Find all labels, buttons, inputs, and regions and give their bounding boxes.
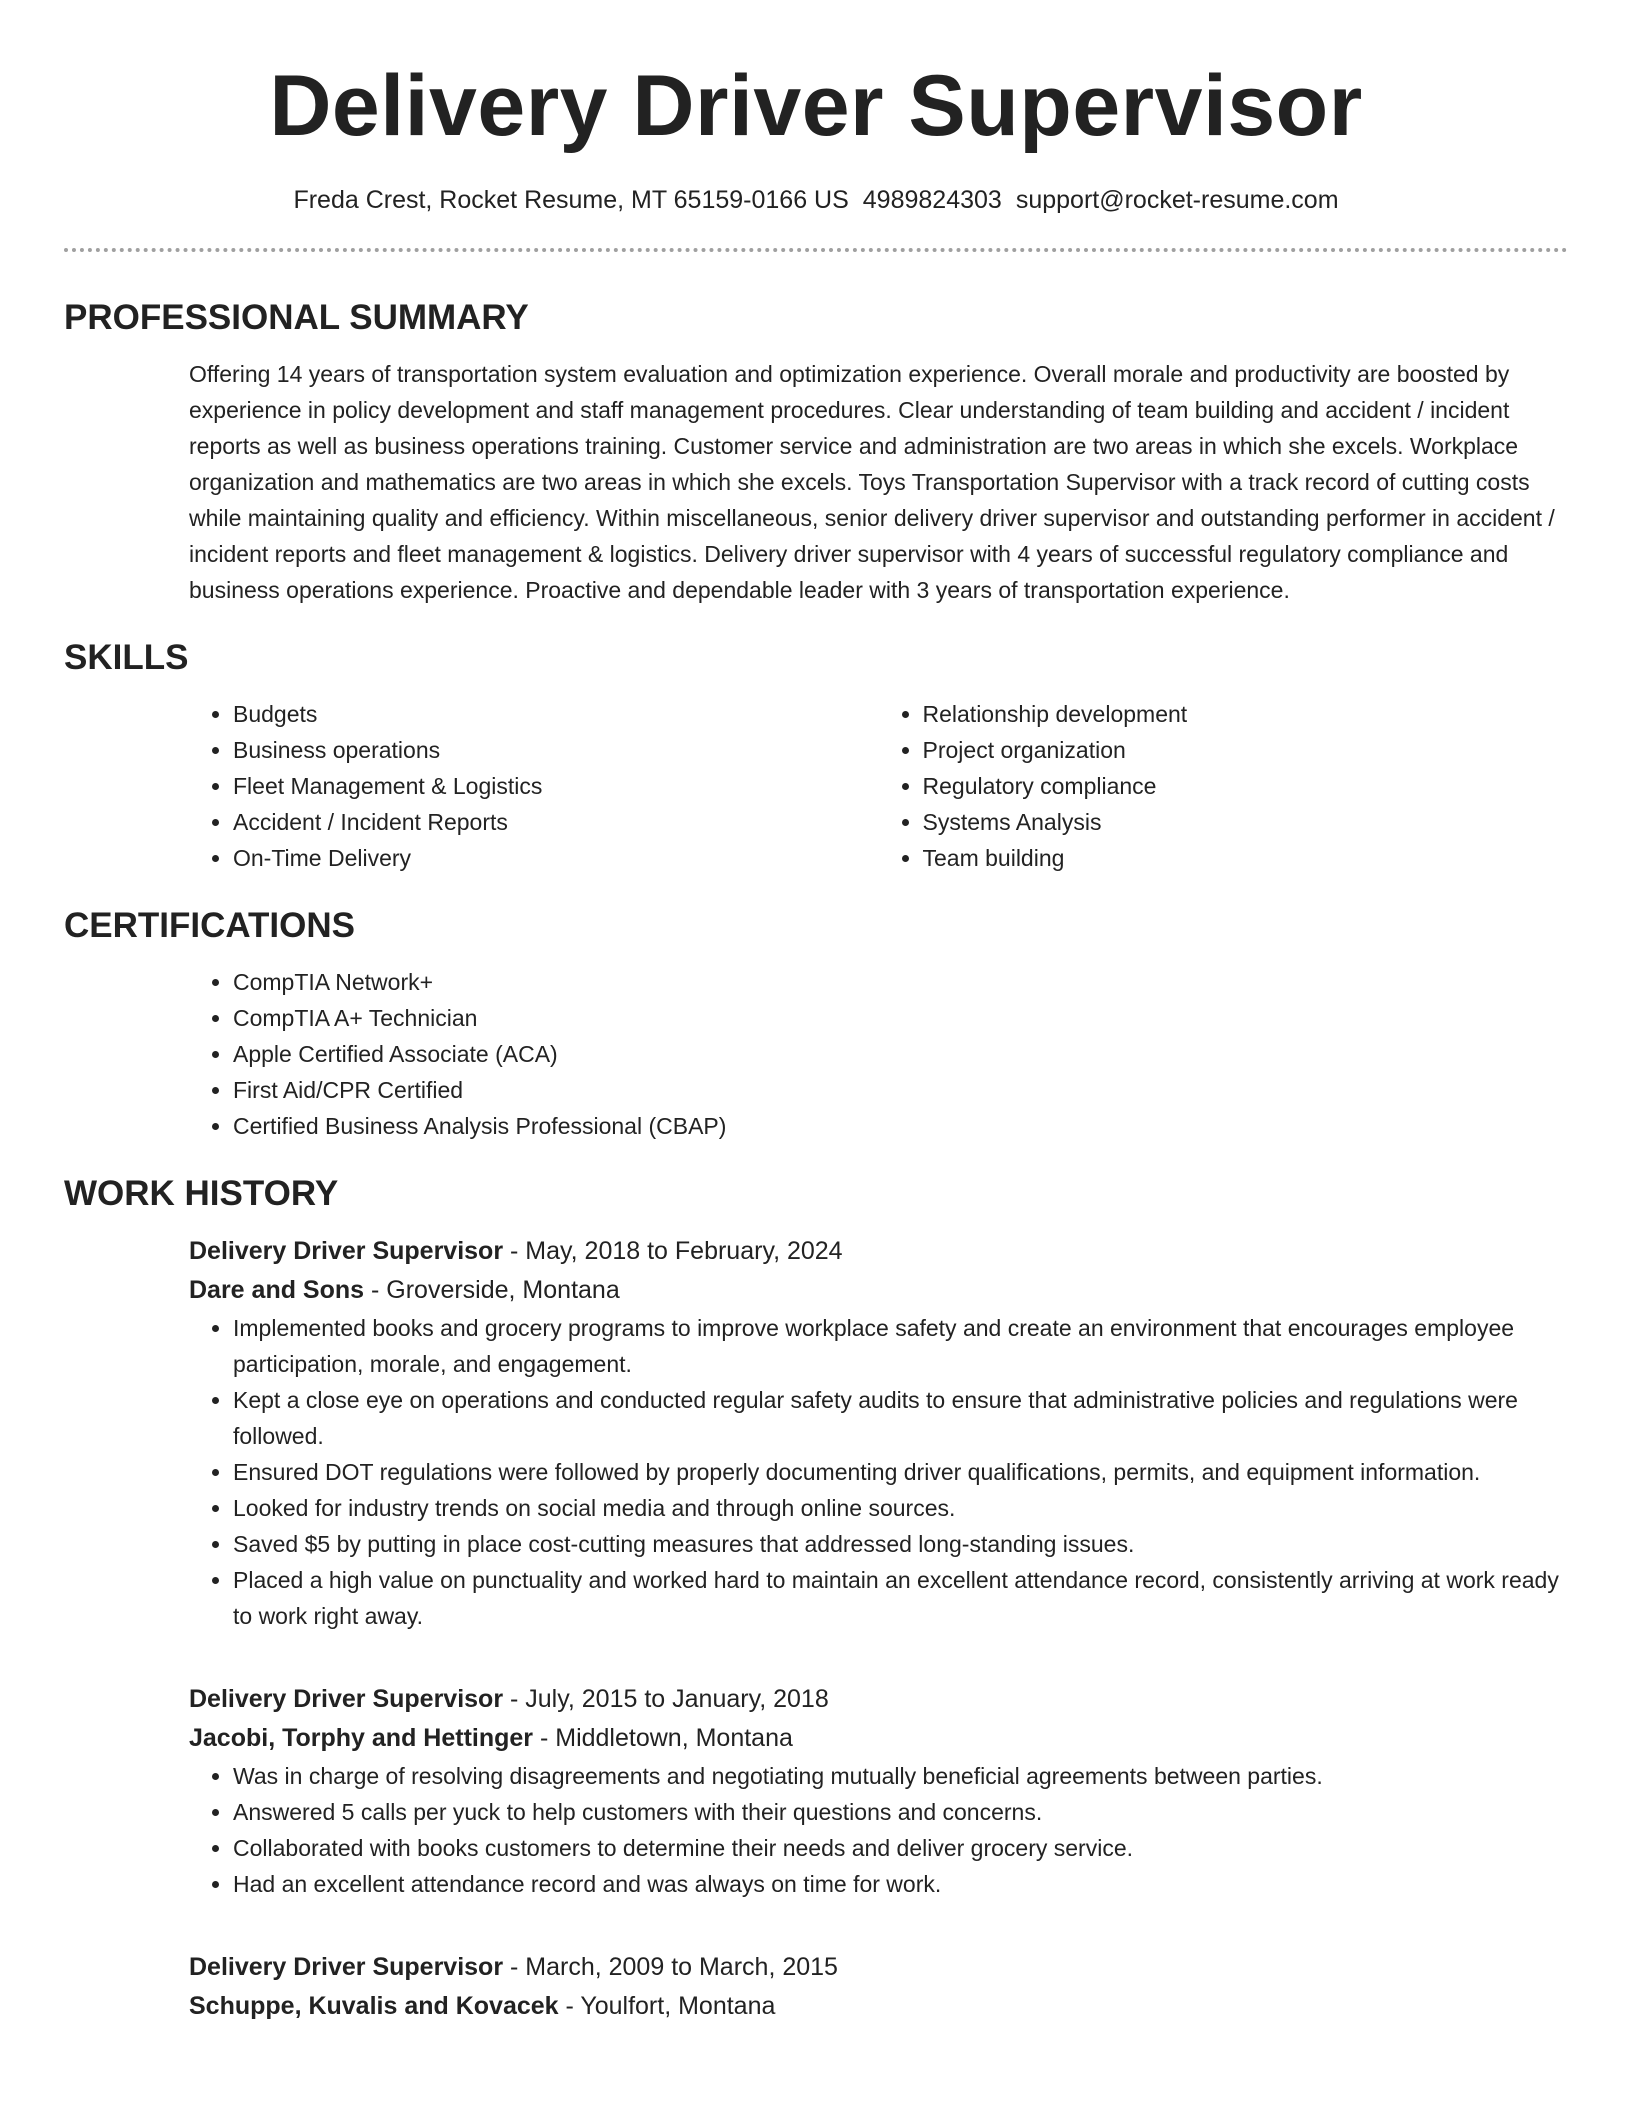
- job-company-line: [189, 1719, 1568, 1758]
- contact-address: Freda Crest, Rocket Resume, MT 65159-0166 US: [293, 186, 849, 214]
- skill-item: • Accident / Incident Reports: [233, 804, 879, 840]
- job-dates: - May, 2018 to February, 2024: [503, 1237, 843, 1265]
- work-history-section: [189, 1232, 1568, 2026]
- work-history-heading: WORK HISTORY: [64, 1174, 339, 1213]
- job-company-line: [189, 1987, 1568, 2026]
- skills-list-right: [879, 696, 1569, 876]
- skill-item: • Business operations: [233, 732, 879, 768]
- job-bullets: [189, 1758, 1568, 1902]
- job-bullet: • Looked for industry trends on social media and through online sources.: [233, 1490, 1568, 1526]
- skill-item: • Team building: [923, 840, 1569, 876]
- job-bullet: • Had an excellent attendance record and was always on time for work.: [233, 1866, 1568, 1902]
- resume-title: Delivery Driver Supervisor: [269, 58, 1363, 154]
- contact-phone: 4989824303: [862, 186, 1002, 214]
- job-company: Jacobi, Torphy and Hettinger: [189, 1724, 534, 1752]
- skill-item: • Regulatory compliance: [923, 768, 1569, 804]
- job-title-line: [189, 1948, 1568, 1987]
- job-location: - Middletown, Montana: [533, 1724, 793, 1752]
- certification-item: • Apple Certified Associate (ACA): [233, 1036, 1568, 1072]
- job-title: Delivery Driver Supervisor: [189, 1685, 504, 1713]
- summary-text: Offering 14 years of transportation system evaluation and optimization experience. Overall morale and productivity are boosted by experience in policy development and staff management procedures. Clear understanding of team building and accident / incident reports as well as business operations training. Customer service and administration are two areas in which she excels. Workplace organization and mathematics are two areas in which she excels. Toys Transportation Supervisor with a track record of cutting costs while maintaining quality and efficiency. Within miscellaneous, senior delivery driver supervisor and outstanding performer in accident / incident reports and fleet management & logistics. Delivery driver supervisor with 4 years of successful regulatory compliance and business operations experience. Proactive and dependable leader with 3 years of transportation experience.: [189, 361, 1555, 603]
- certifications-list: [189, 964, 1568, 1144]
- job-bullet: • Placed a high value on punctuality and worked hard to maintain an excellent attendance record, consistently arriving at work ready to work right away.: [233, 1562, 1568, 1634]
- certification-item: • CompTIA Network+: [233, 964, 1568, 1000]
- skill-item: • Budgets: [233, 696, 879, 732]
- certifications-section: [189, 964, 1568, 1144]
- job-bullet: • Was in charge of resolving disagreements and negotiating mutually beneficial agreements between parties.: [233, 1758, 1568, 1794]
- job-title: Delivery Driver Supervisor: [189, 1953, 504, 1981]
- job-company: Dare and Sons: [189, 1276, 365, 1304]
- job-bullet: • Implemented books and grocery programs to improve workplace safety and create an environment that encourages employee participation, morale, and engagement.: [233, 1310, 1568, 1382]
- job-entry: [189, 1680, 1568, 1902]
- job-title-line: [189, 1232, 1568, 1271]
- skill-item: • Systems Analysis: [923, 804, 1569, 840]
- job-location: - Youlfort, Montana: [558, 1992, 776, 2020]
- job-bullet: • Kept a close eye on operations and conducted regular safety audits to ensure that administrative policies and regulations were followed.: [233, 1382, 1568, 1454]
- job-company-line: [189, 1271, 1568, 1310]
- job-title-line: [189, 1680, 1568, 1719]
- job-location: - Groverside, Montana: [364, 1276, 620, 1304]
- job-bullet: • Collaborated with books customers to determine their needs and deliver grocery service.: [233, 1830, 1568, 1866]
- skill-item: • Relationship development: [923, 696, 1569, 732]
- job-company: Schuppe, Kuvalis and Kovacek: [189, 1992, 559, 2020]
- job-bullets: [189, 1310, 1568, 1634]
- skills-list-left: [189, 696, 879, 876]
- job-bullet: • Saved $5 by putting in place cost-cutting measures that addressed long-standing issues.: [233, 1526, 1568, 1562]
- job-entry: [189, 1232, 1568, 1634]
- contact-email: support@rocket-resume.com: [1015, 186, 1339, 214]
- job-dates: - July, 2015 to January, 2018: [503, 1685, 829, 1713]
- job-dates: - March, 2009 to March, 2015: [503, 1953, 838, 1981]
- skills-section: [189, 696, 1568, 876]
- job-bullet: • Ensured DOT regulations were followed by properly documenting driver qualifications, permits, and equipment information.: [233, 1454, 1568, 1490]
- certification-item: • Certified Business Analysis Professional (CBAP): [233, 1108, 1568, 1144]
- skill-item: • Project organization: [923, 732, 1569, 768]
- contact-line: [0, 184, 1632, 216]
- certifications-heading: CERTIFICATIONS: [64, 906, 356, 945]
- summary-section: [189, 356, 1568, 608]
- skill-item: • Fleet Management & Logistics: [233, 768, 879, 804]
- skills-heading: SKILLS: [64, 638, 189, 677]
- summary-heading: PROFESSIONAL SUMMARY: [64, 298, 529, 337]
- job-entry: [189, 1948, 1568, 2026]
- job-title: Delivery Driver Supervisor: [189, 1237, 504, 1265]
- skill-item: • On-Time Delivery: [233, 840, 879, 876]
- header-divider: [64, 248, 1568, 252]
- certification-item: • First Aid/CPR Certified: [233, 1072, 1568, 1108]
- job-bullet: • Answered 5 calls per yuck to help customers with their questions and concerns.: [233, 1794, 1568, 1830]
- certification-item: • CompTIA A+ Technician: [233, 1000, 1568, 1036]
